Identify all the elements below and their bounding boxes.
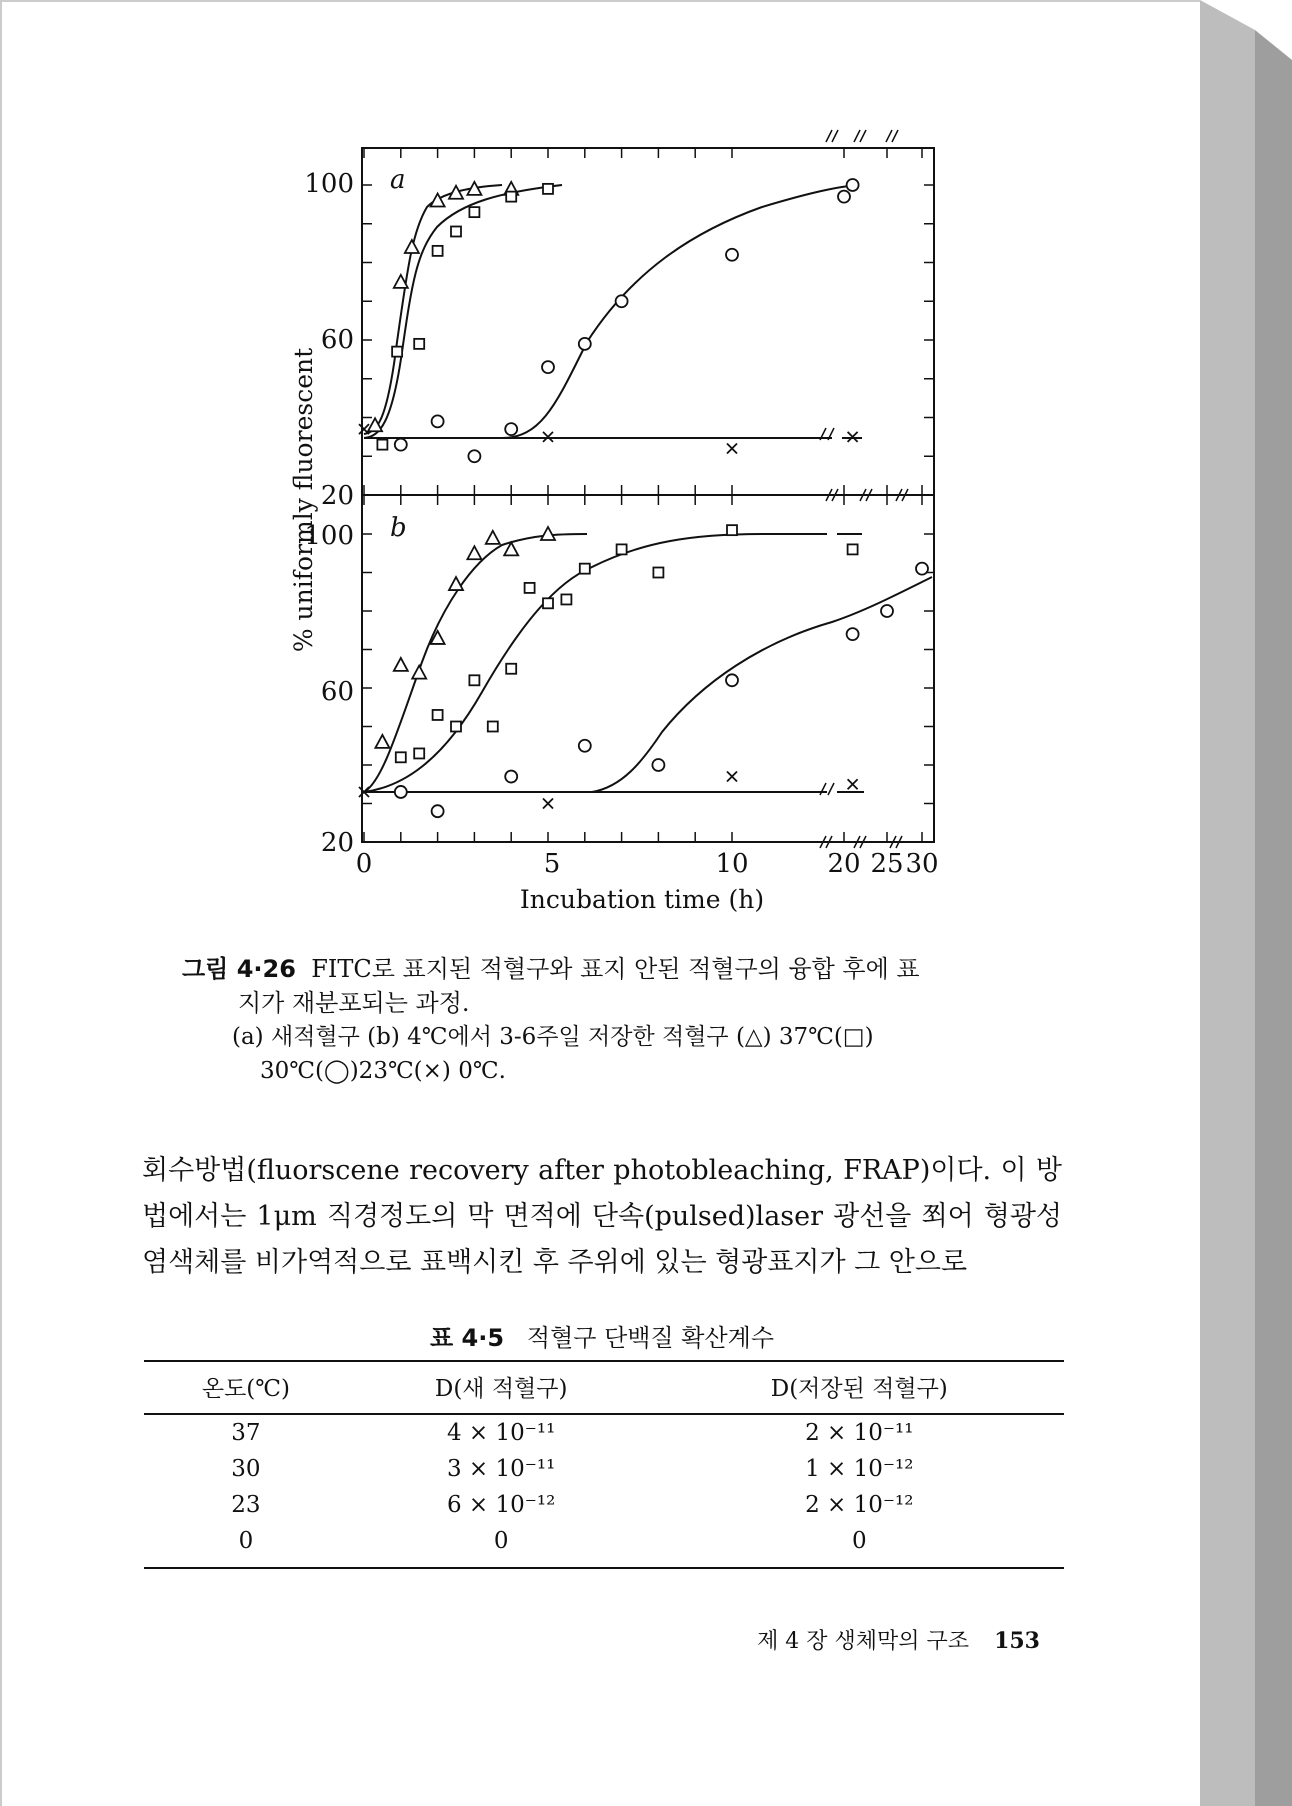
data-point-a-triangle: [449, 186, 463, 199]
table-row: [144, 1523, 1064, 1568]
data-point-b-square: [561, 594, 571, 604]
data-point-b-circle: [726, 674, 738, 686]
data-point-b-circle: [432, 805, 444, 817]
y-tick-b-100: 100: [304, 521, 354, 551]
data-point-b-circle: [916, 563, 928, 575]
table-cell: 0: [144, 1523, 348, 1568]
caption-label: 그림 4·26: [182, 955, 296, 983]
x-tick-25: 25: [870, 849, 904, 879]
data-point-b-cross: [543, 799, 553, 809]
data-point-a-square: [392, 347, 402, 357]
table-row: [144, 1487, 1064, 1523]
data-point-b-triangle: [412, 666, 426, 679]
curve-a-23C: [364, 185, 857, 438]
x-tick-10: 10: [715, 849, 749, 879]
data-point-b-square: [488, 722, 498, 732]
table-cell: 23: [231, 1492, 261, 1518]
caption-line-4: 30℃(◯)23℃(×) 0℃.: [260, 1058, 506, 1084]
table-header-cell: D(새 적혈구): [348, 1361, 655, 1414]
y-tick-b-20: 20: [320, 828, 354, 858]
curve-b-30C: [364, 534, 862, 792]
data-point-b-triangle: [394, 658, 408, 671]
table-cell: 37: [231, 1420, 261, 1446]
caption-line-3: (a) 새적혈구 (b) 4℃에서 3-6주일 저장한 적혈구 (△) 37℃(□): [232, 1024, 874, 1050]
book-edge-shade: [1200, 0, 1255, 1806]
data-point-a-triangle: [405, 240, 419, 253]
data-point-a-cross: [543, 432, 553, 442]
data-point-b-square: [580, 564, 590, 574]
data-point-a-square: [506, 192, 516, 202]
data-point-a-cross: [848, 432, 858, 442]
data-point-a-square: [414, 339, 424, 349]
data-point-b-square: [543, 598, 553, 608]
table-cell: 1 × 10⁻¹²: [805, 1456, 914, 1482]
diffusion-table: [144, 1360, 1064, 1569]
y-tick-a-100: 100: [304, 169, 354, 199]
x-tick-30: 30: [905, 849, 939, 879]
data-point-b-circle: [395, 786, 407, 798]
data-point-a-circle: [838, 191, 850, 203]
curve-b-23C: [364, 577, 932, 792]
data-point-a-square: [433, 246, 443, 256]
data-point-a-cross: [727, 444, 737, 454]
book-edge-side: [1255, 30, 1292, 1806]
data-point-b-circle: [847, 628, 859, 640]
data-point-b-triangle: [486, 531, 500, 544]
chapter-title: 제 4 장 생체막의 구조: [757, 1629, 970, 1654]
panel-a-label: a: [390, 165, 406, 195]
fitted-curves: [364, 185, 932, 792]
table-cell: 4 × 10⁻¹¹: [446, 1420, 556, 1446]
data-point-b-square: [396, 752, 406, 762]
data-point-b-triangle: [467, 546, 481, 559]
y-tick-a-60: 60: [320, 325, 354, 355]
data-point-b-circle: [652, 759, 664, 771]
data-point-b-square: [469, 675, 479, 685]
data-point-b-square: [525, 583, 535, 593]
table-title: [2, 1318, 1202, 1353]
figure-caption: [182, 952, 1042, 1088]
body-paragraph: 회수방법(fluorscene recovery after photobleaching, FRAP)이다. 이 방법에서는 1μm 직경정도의 막 면적에 단속(pulsed)laser 광선을 쬐어 형광성 염색체를 비가역적으로 표백시킨 후 주위에 있는 형광표지가 그 안으로: [142, 1155, 1062, 1278]
data-point-a-triangle: [431, 194, 445, 207]
data-point-a-square: [543, 184, 553, 194]
x-axis-label: Incubation time (h): [519, 885, 765, 914]
y-tick-a-20: 20: [320, 481, 354, 511]
table-number: 표 4·5: [429, 1324, 505, 1352]
data-point-a-circle: [505, 423, 517, 435]
table-cell: 2 × 10⁻¹¹: [805, 1420, 914, 1446]
data-point-b-triangle: [449, 577, 463, 590]
data-point-b-square: [653, 568, 663, 578]
table-row: [144, 1451, 1064, 1487]
data-point-b-circle: [881, 605, 893, 617]
data-point-b-square: [414, 748, 424, 758]
curve-a-30C: [364, 185, 562, 438]
table-cell: 6 × 10⁻¹²: [446, 1492, 556, 1518]
data-point-b-square: [727, 525, 737, 535]
data-point-b-triangle: [541, 527, 555, 540]
x-tick-0: 0: [355, 849, 373, 879]
book-edge: [1200, 0, 1292, 1806]
table-cell: 0: [348, 1523, 655, 1568]
data-point-b-square: [506, 664, 516, 674]
data-point-a-circle: [432, 415, 444, 427]
data-point-b-square: [617, 544, 627, 554]
table-header-row: [144, 1361, 1064, 1414]
data-point-b-square: [451, 722, 461, 732]
table-cell: 0: [655, 1523, 1064, 1568]
data-point-a-circle: [726, 249, 738, 261]
data-point-a-circle: [579, 338, 591, 350]
data-point-a-square: [469, 207, 479, 217]
table-title-text: 적혈구 단백질 확산계수: [526, 1324, 775, 1352]
data-point-b-cross: [848, 779, 858, 789]
panel-b-label: b: [390, 513, 407, 543]
table-row: [144, 1414, 1064, 1451]
table-cell: 30: [231, 1456, 261, 1482]
data-point-a-circle: [468, 450, 480, 462]
data-point-b-square: [848, 544, 858, 554]
table-header-cell: D(저장된 적혈구): [655, 1361, 1064, 1414]
data-point-b-square: [433, 710, 443, 720]
x-tick-20: 20: [827, 849, 861, 879]
caption-line-1: FITC로 표지된 적혈구와 표지 안된 적혈구의 융합 후에 표: [311, 955, 920, 983]
table-cell: 3 × 10⁻¹¹: [446, 1456, 556, 1482]
data-point-b-triangle: [375, 735, 389, 748]
axis-break-marks: [820, 130, 908, 848]
data-point-a-cross: [359, 424, 369, 434]
data-point-b-cross: [727, 772, 737, 782]
figure-4-26: [2, 2, 1202, 922]
caption-line-2: 지가 재분포되는 과정.: [238, 989, 470, 1017]
data-point-a-square: [451, 227, 461, 237]
curve-a-37C: [364, 185, 502, 434]
y-tick-b-60: 60: [320, 677, 354, 707]
data-point-b-circle: [505, 771, 517, 783]
data-point-a-circle: [542, 361, 554, 373]
data-point-a-square: [377, 440, 387, 450]
y-axis-label: % uniformly fluorescent: [289, 347, 318, 653]
page-number: 153: [994, 1628, 1040, 1654]
data-point-a-circle: [847, 179, 859, 191]
data-point-a-circle: [395, 439, 407, 451]
table-cell: 2 × 10⁻¹²: [805, 1492, 914, 1518]
x-tick-5: 5: [543, 849, 561, 879]
data-point-b-circle: [579, 740, 591, 752]
table-header-cell: 온도(℃): [144, 1361, 348, 1414]
data-point-a-circle: [616, 295, 628, 307]
page-footer: [757, 1624, 1040, 1655]
